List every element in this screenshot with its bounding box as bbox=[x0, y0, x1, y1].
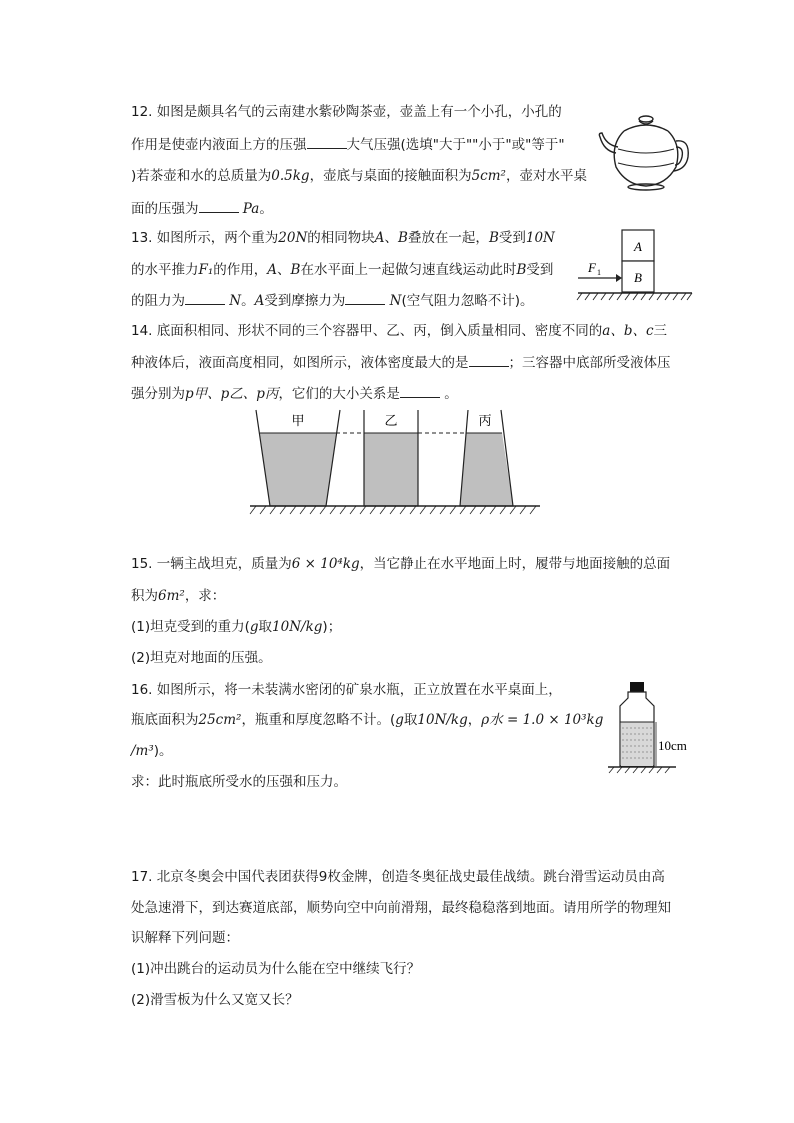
block-b-label: B bbox=[634, 270, 642, 285]
q12-line3: )若茶壶和水的总质量为0.5kg，壶底与桌面的接触面积为5cm²，壶对水平桌 bbox=[131, 168, 587, 184]
teapot-lid-knob bbox=[639, 116, 653, 122]
q17-line1: 17. 北京冬奥会中国代表团获得9枚金牌，创造冬奥征战史最佳战绩。跳台滑雪运动员由高 bbox=[131, 869, 665, 885]
ground-hatching bbox=[250, 506, 536, 514]
answer-blank[interactable] bbox=[469, 352, 509, 367]
height-label: 10cm bbox=[658, 738, 687, 753]
ground-hatching bbox=[577, 293, 692, 300]
answer-blank[interactable] bbox=[185, 290, 225, 305]
liquid-yi bbox=[364, 433, 418, 506]
containers-figure bbox=[248, 406, 544, 518]
q16-line2: 瓶底面积为25cm²，瓶重和厚度忽略不计。(g取10N/kg，ρ水 = 1.0 × 10³kg bbox=[131, 712, 604, 728]
q17-line2: 处急速滑下，到达赛道底部，顺势向空中向前滑翔，最终稳稳落到地面。请用所学的物理知 bbox=[131, 900, 671, 916]
q16-line3: /m³)。 bbox=[131, 743, 173, 759]
q15-line1: 15. 一辆主战坦克，质量为6 × 10⁴kg，当它静止在水平地面上时，履带与地面接触的总面 bbox=[131, 556, 671, 572]
label-jia: 甲 bbox=[291, 413, 305, 428]
q13-line2: 的水平推力F₁的作用，A、B在水平面上一起做匀速直线运动此时B受到 bbox=[131, 262, 554, 278]
q14-line1: 14. 底面积相同、形状不同的三个容器甲、乙、丙，倒入质量相同、密度不同的a、b、c三 bbox=[131, 323, 668, 339]
q14-line2: 种液体后，液面高度相同，如图所示，液体密度最大的是 ；三容器中底部所受液体压 bbox=[131, 352, 671, 373]
q15-line2: 积为6m²，求： bbox=[131, 588, 226, 604]
q12-line1: 12. 如图是颇具名气的云南建水紫砂陶茶壶，壶盖上有一个小孔，小孔的 bbox=[131, 104, 562, 120]
label-yi: 乙 bbox=[384, 413, 398, 428]
teapot-spout bbox=[599, 133, 618, 153]
q13-line1: 13. 如图所示，两个重为20N的相同物块A、B叠放在一起，B受到10N bbox=[131, 230, 555, 246]
liquid-jia bbox=[260, 433, 336, 506]
table-hatching bbox=[609, 767, 670, 773]
bottle-figure bbox=[606, 680, 698, 776]
teapot-lid bbox=[624, 125, 668, 131]
q17-line5: (2)滑雪板为什么又宽又长？ bbox=[131, 992, 299, 1008]
answer-blank[interactable] bbox=[307, 134, 347, 149]
q16-line1: 16. 如图所示，将一未装满水密闭的矿泉水瓶，正立放置在水平桌面上， bbox=[131, 682, 562, 698]
q12-line2: 作用是使壶内液面上方的压强 大气压强(选填"大于""小于"或"等于" bbox=[131, 134, 565, 155]
q13-line3: 的阻力为 N。A受到摩擦力为 N(空气阻力忽略不计)。 bbox=[131, 290, 534, 311]
q14-line3: 强分别为p甲、p乙、p丙，它们的大小关系是 。 bbox=[131, 383, 458, 404]
teapot-body bbox=[614, 131, 678, 186]
teapot-figure bbox=[596, 105, 692, 193]
blocks-figure bbox=[574, 226, 696, 308]
bottle-water bbox=[621, 722, 653, 766]
answer-blank[interactable] bbox=[345, 290, 385, 305]
block-a-label: A bbox=[634, 239, 642, 254]
bottle-cap bbox=[630, 682, 644, 692]
force-label: F bbox=[588, 260, 596, 275]
q15-line3: (1)坦克受到的重力(g取10N/kg)； bbox=[131, 619, 342, 635]
force-subscript: 1 bbox=[597, 268, 601, 277]
arrow-head-icon bbox=[616, 274, 622, 282]
q12-line4: 面的压强为 Pa。 bbox=[131, 198, 273, 219]
answer-blank[interactable] bbox=[400, 383, 440, 398]
answer-blank[interactable] bbox=[199, 198, 239, 213]
q17-line3: 识解释下列问题： bbox=[131, 930, 239, 946]
label-bing: 丙 bbox=[478, 413, 492, 428]
q17-line4: (1)冲出跳台的运动员为什么能在空中继续飞行？ bbox=[131, 961, 421, 977]
q16-line4: 求：此时瓶底所受水的压强和压力。 bbox=[131, 774, 347, 790]
q15-line4: (2)坦克对地面的压强。 bbox=[131, 650, 272, 666]
